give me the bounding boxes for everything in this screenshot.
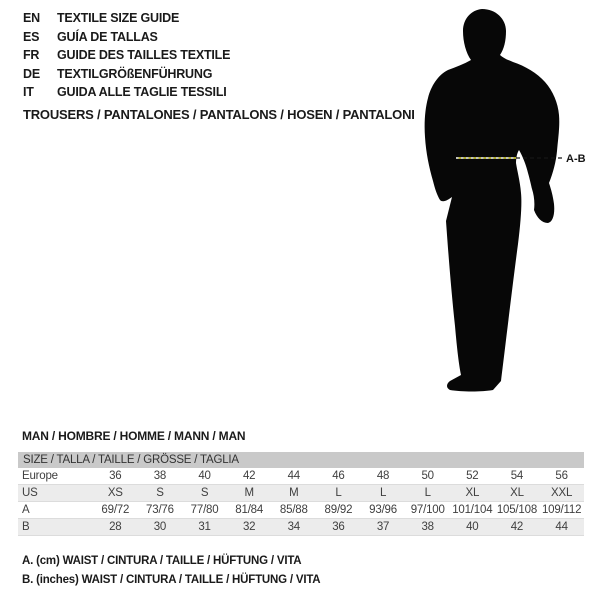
language-title: TEXTILE SIZE GUIDE <box>57 11 180 26</box>
size-cell: 89/92 <box>316 502 361 519</box>
size-cell: 77/80 <box>182 502 227 519</box>
language-row <box>23 9 230 28</box>
footnotes <box>22 552 320 589</box>
size-cell: 40 <box>182 468 227 485</box>
section-title-man: MAN / HOMBRE / HOMME / MANN / MAN <box>22 429 246 443</box>
language-row <box>23 46 230 65</box>
man-silhouette <box>390 4 590 394</box>
size-table <box>18 452 584 536</box>
size-row-label: Europe <box>18 468 93 485</box>
size-row-label: A <box>18 502 93 519</box>
size-cell: 97/100 <box>405 502 450 519</box>
size-cell: 38 <box>138 468 183 485</box>
size-cell: 101/104 <box>450 502 495 519</box>
size-cell: 32 <box>227 519 272 536</box>
size-cell: 34 <box>272 519 317 536</box>
size-cell: 81/84 <box>227 502 272 519</box>
language-row <box>23 28 230 47</box>
size-cell: 52 <box>450 468 495 485</box>
size-cell: 93/96 <box>361 502 406 519</box>
language-code: FR <box>23 48 40 63</box>
size-cell: 56 <box>539 468 584 485</box>
size-cell: 54 <box>495 468 540 485</box>
language-title: GUÍA DE TALLAS <box>57 29 158 44</box>
size-row-a <box>18 502 584 519</box>
language-code: IT <box>23 85 34 100</box>
size-row-b <box>18 519 584 536</box>
size-cell: 42 <box>227 468 272 485</box>
language-row <box>23 65 230 84</box>
language-list <box>23 9 230 102</box>
size-cell: M <box>272 485 317 502</box>
size-cell: S <box>138 485 183 502</box>
size-cell: 42 <box>495 519 540 536</box>
language-code: DE <box>23 66 40 81</box>
size-row-label: US <box>18 485 93 502</box>
size-cell: 37 <box>361 519 406 536</box>
size-cell: XL <box>450 485 495 502</box>
language-title: GUIDE DES TAILLES TEXTILE <box>57 48 231 63</box>
size-cell: 105/108 <box>495 502 540 519</box>
size-cell: 38 <box>405 519 450 536</box>
size-table-body <box>18 468 584 536</box>
size-cell: XS <box>93 485 138 502</box>
language-title: TEXTILGRÖßENFÜHRUNG <box>57 66 213 81</box>
size-cell: 36 <box>316 519 361 536</box>
size-cell: 85/88 <box>272 502 317 519</box>
size-cell: 31 <box>182 519 227 536</box>
size-cell: 109/112 <box>539 502 584 519</box>
language-code: ES <box>23 29 40 44</box>
size-cell: L <box>405 485 450 502</box>
size-cell: L <box>316 485 361 502</box>
garment-title: TROUSERS / PANTALONES / PANTALONS / HOSEN / PANTALONI <box>23 107 415 122</box>
size-row-label: B <box>18 519 93 536</box>
size-cell: 44 <box>272 468 317 485</box>
size-cell: 40 <box>450 519 495 536</box>
size-cell: 28 <box>93 519 138 536</box>
size-cell: 46 <box>316 468 361 485</box>
waist-measure-label: A-B <box>566 153 586 165</box>
language-row <box>23 83 230 102</box>
footnote-a: A. (cm) WAIST / CINTURA / TAILLE / HÜFTUNG / VITA <box>22 555 302 567</box>
size-cell: XL <box>495 485 540 502</box>
size-cell: 50 <box>405 468 450 485</box>
size-row-europe <box>18 468 584 485</box>
size-cell: 73/76 <box>138 502 183 519</box>
size-cell: M <box>227 485 272 502</box>
size-cell: 36 <box>93 468 138 485</box>
footnote-b: B. (inches) WAIST / CINTURA / TAILLE / HÜFTUNG / VITA <box>22 573 321 586</box>
size-cell: 44 <box>539 519 584 536</box>
man-silhouette-shape <box>425 9 560 392</box>
size-cell: 48 <box>361 468 406 485</box>
size-cell: 69/72 <box>93 502 138 519</box>
size-table-header: SIZE / TALLA / TAILLE / GRÖSSE / TAGLIA <box>18 452 584 468</box>
size-cell: 30 <box>138 519 183 536</box>
size-row-us <box>18 485 584 502</box>
language-title: GUIDA ALLE TAGLIE TESSILI <box>57 85 227 100</box>
size-table-grid <box>18 468 584 536</box>
language-code: EN <box>23 11 40 26</box>
size-cell: S <box>182 485 227 502</box>
size-cell: XXL <box>539 485 584 502</box>
size-cell: L <box>361 485 406 502</box>
